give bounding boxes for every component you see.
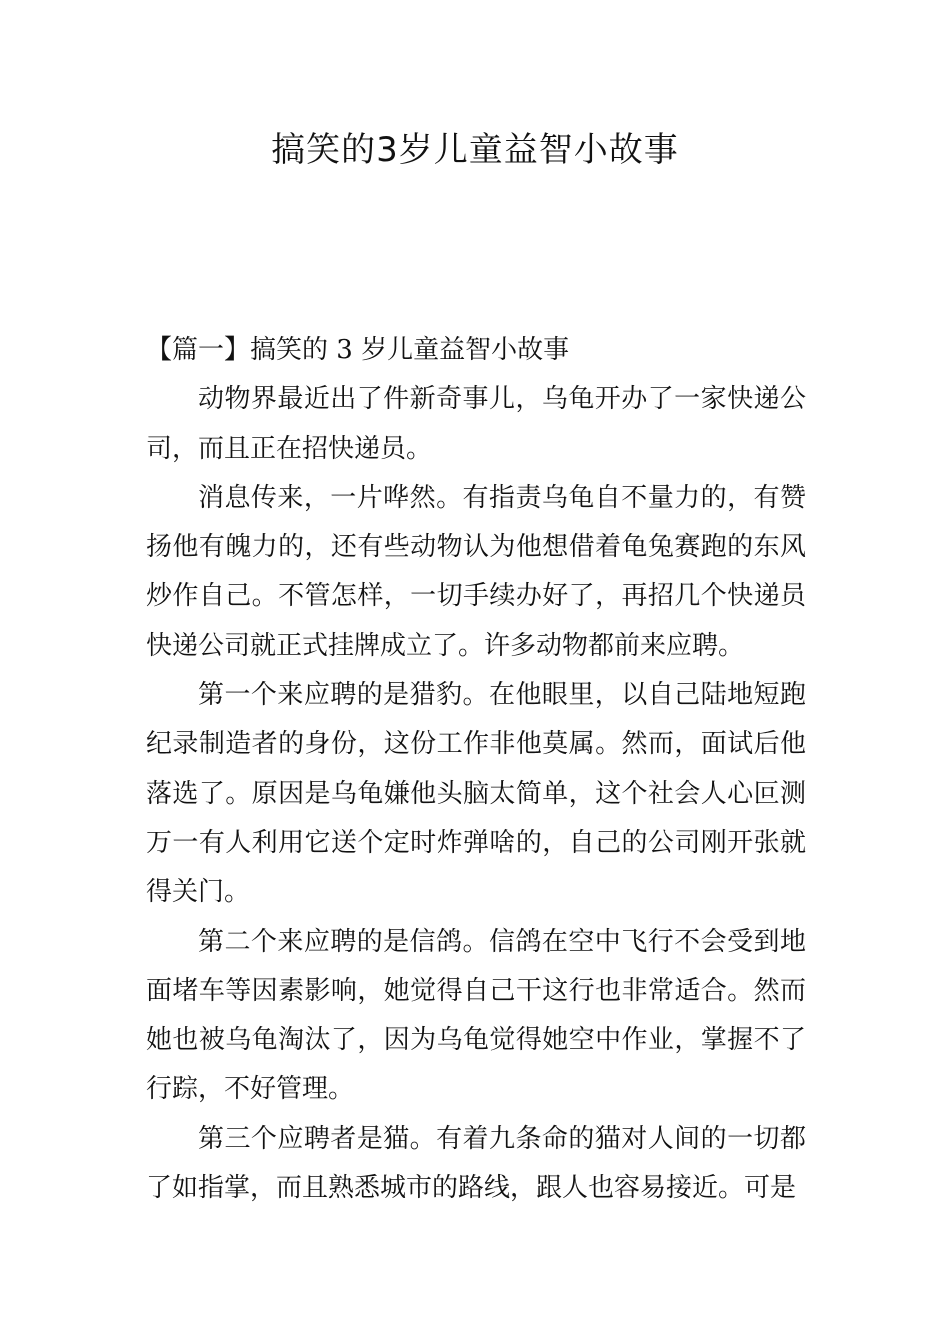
paragraph: 第一个来应聘的是猎豹。在他眼里，以自己陆地短跑纪录制造者的身份，这份工作非他莫属。然而，面试后他落选了。原因是乌龟嫌他头脑太简单，这个社会人心叵测万一有人利用它送个定时炸弹啥的，自己的公司刚开张就得关门。 [146, 680, 806, 908]
document-title: 搞笑的3岁儿童益智小故事 [271, 130, 679, 170]
document-body [146, 326, 806, 1213]
paragraph: 动物界最近出了件新奇事儿，乌龟开办了一家快递公司，而且正在招快递员。 [146, 384, 806, 464]
paragraph: 消息传来，一片哗然。有指责乌龟自不量力的，有赞扬他有魄力的，还有些动物认为他想借着龟兔赛跑的东风炒作自己。不管怎样，一切手续办好了，再招几个快递员快递公司就正式挂牌成立了。许多动物都前来应聘。 [146, 482, 806, 661]
section-heading: 【篇一】搞笑的 3 岁儿童益智小故事 [146, 335, 570, 365]
paragraph: 第二个来应聘的是信鸽。信鸽在空中飞行不会受到地面堵车等因素影响，她觉得自己干这行也非常适合。然而她也被乌龟淘汰了，因为乌龟觉得她空中作业，掌握不了行踪，不好管理。 [146, 926, 806, 1105]
paragraph: 第三个应聘者是猫。有着九条命的猫对人间的一切都了如指掌，而且熟悉城市的路线，跟人也容易接近。可是 [146, 1123, 806, 1204]
